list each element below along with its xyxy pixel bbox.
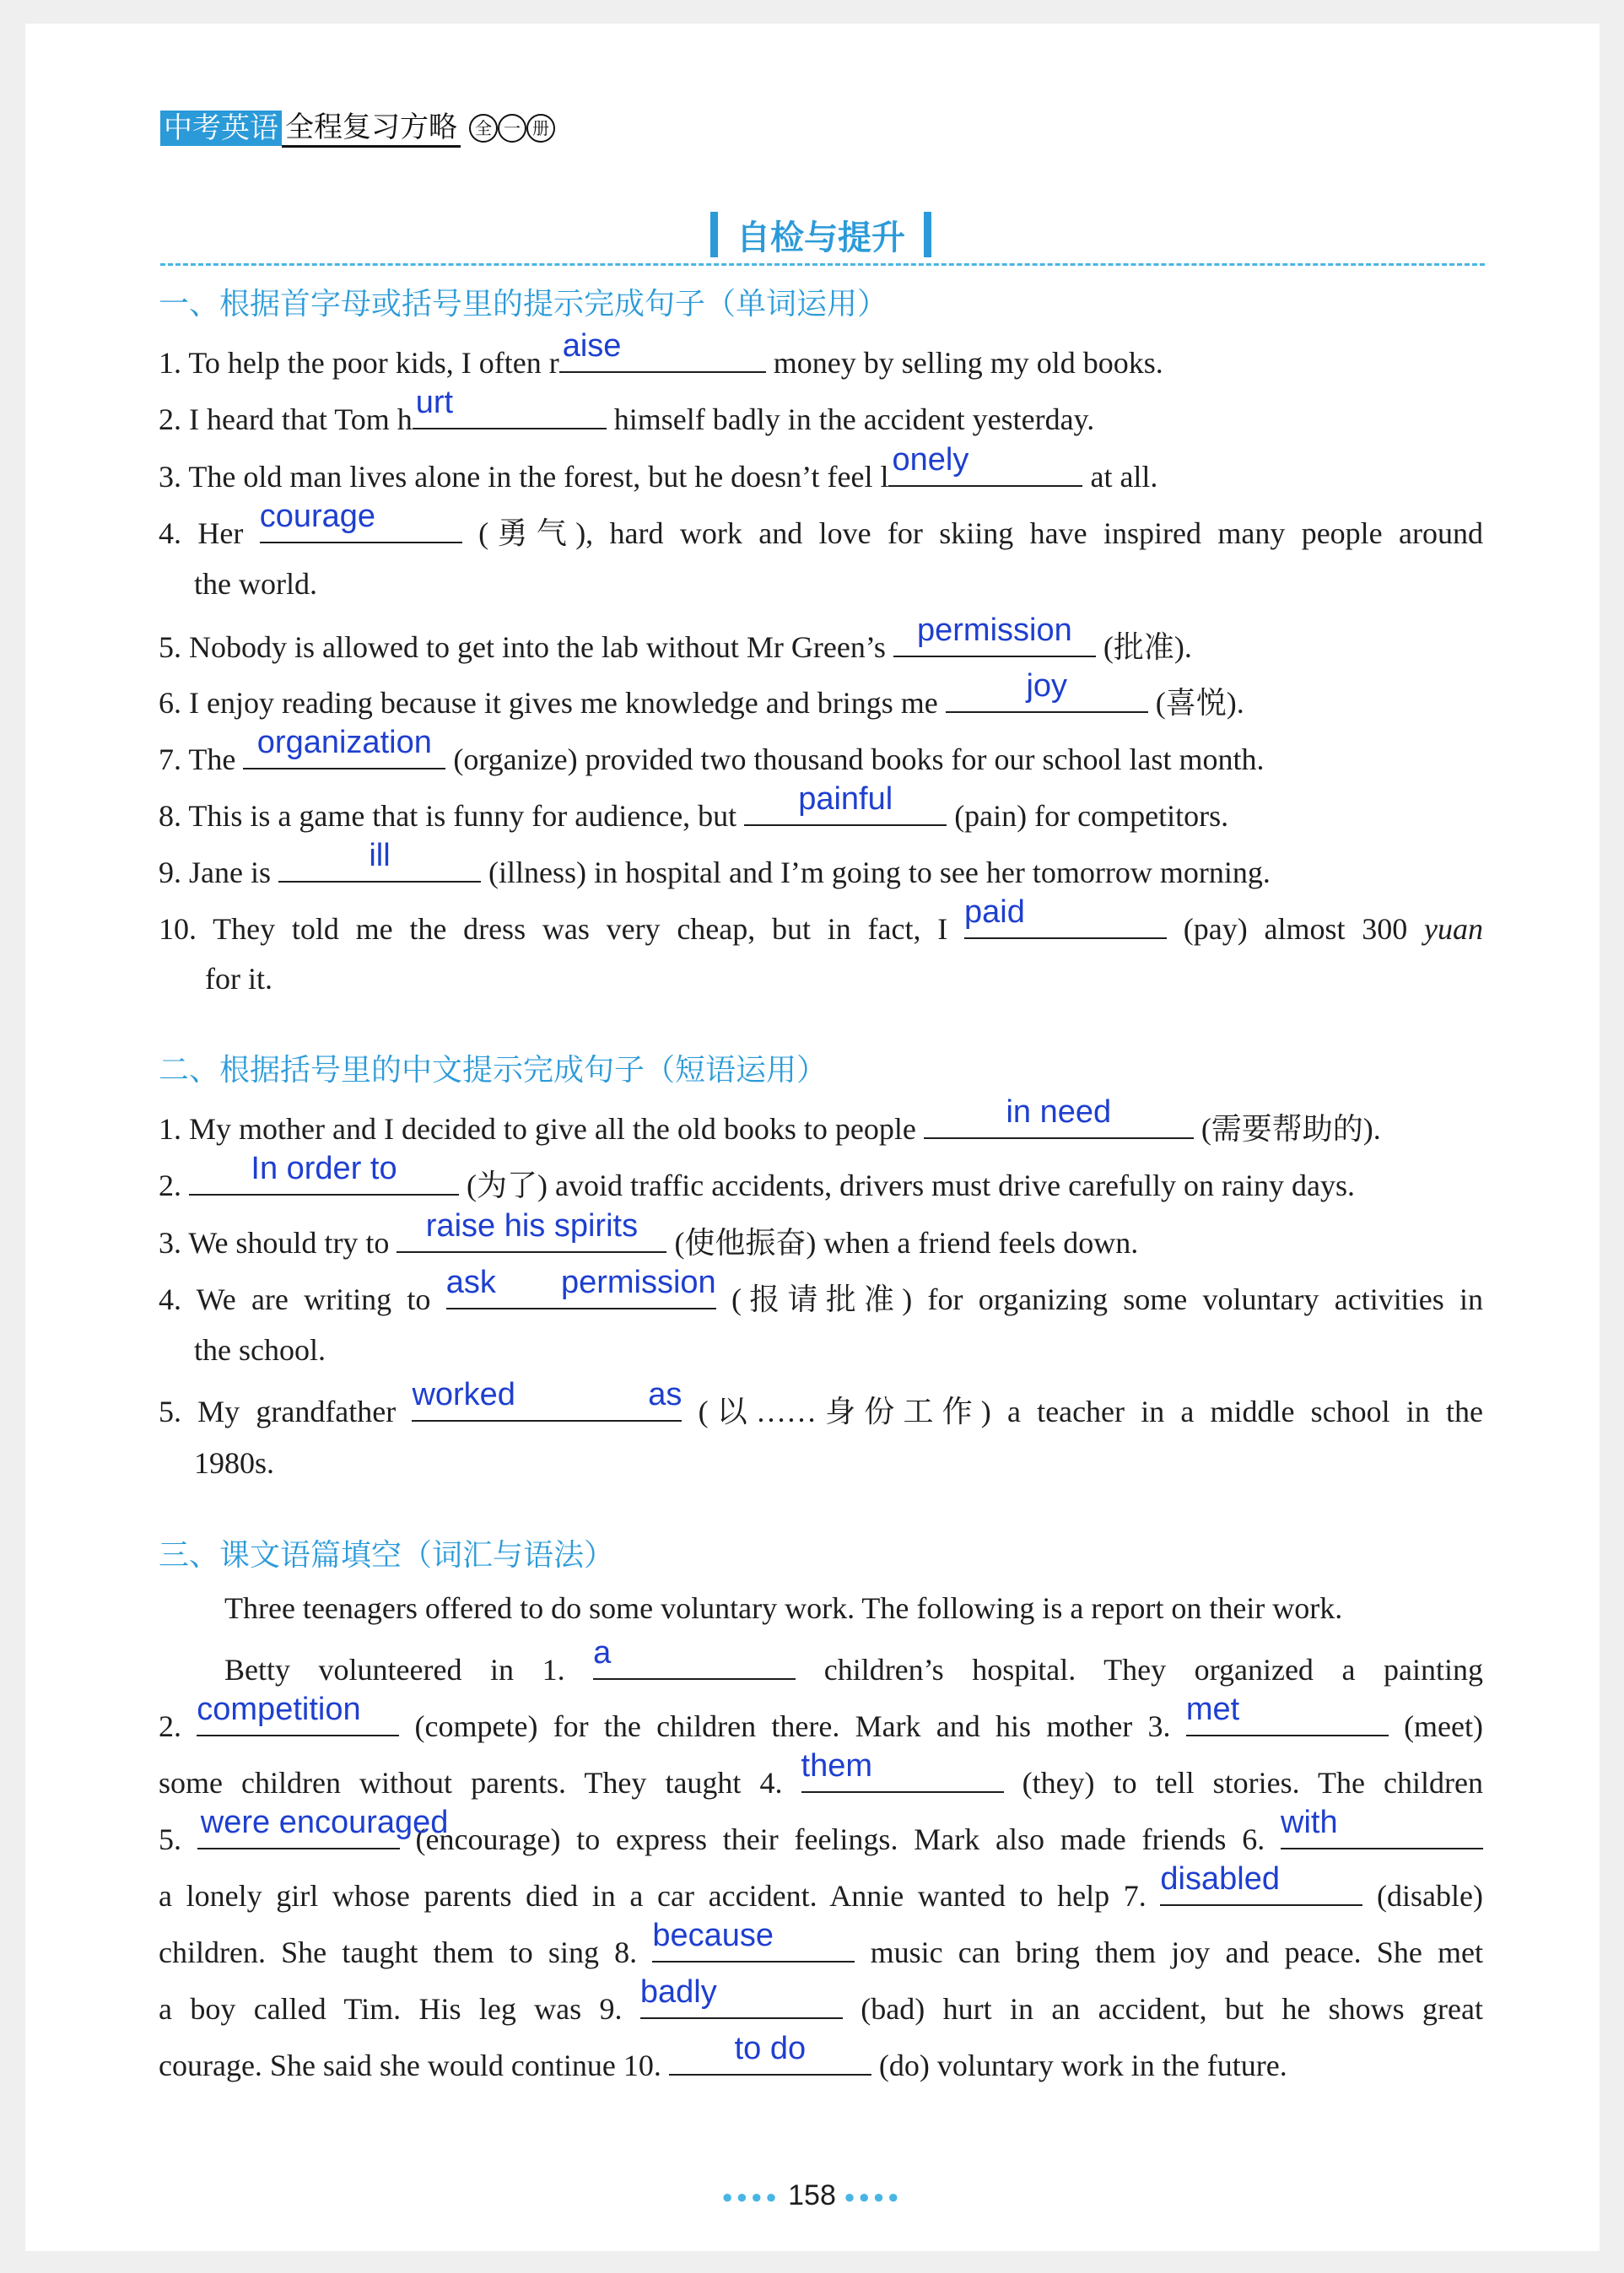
part2-heading: 二、根据括号里的中文提示完成句子（短语运用） (159, 1053, 828, 1088)
dots-left-icon: ●●●● (721, 2186, 780, 2208)
brand-highlight: 中考英语 (160, 111, 282, 146)
brand-title: 全程复习方略 (282, 110, 461, 148)
part1-heading: 一、根据首字母或括号里的提示完成句子（单词运用） (159, 287, 888, 321)
part3-line2: Betty volunteered in 1. a children’s hospital. They organized a painting (224, 1635, 1483, 1687)
part3-line9: courage. She said she would continue 10. to do (do) voluntary work in the future. (159, 2031, 1287, 2082)
answer-blank[interactable]: a (593, 1644, 796, 1680)
part1-q5: 5. Nobody is allowed to get into the lab without Mr Green’s permission (批准). (159, 613, 1192, 664)
part3-line8: a boy called Tim. His leg was 9. badly (bad) hurt in an accident, but he shows great (159, 1974, 1483, 2026)
part1-q4-cont: the world. (194, 567, 317, 601)
answer-blank[interactable]: with (1281, 1814, 1483, 1849)
part1-q4: 4. Her courage (勇气), hard work and love for skiing have inspired many people around (159, 499, 1483, 550)
answer-blank[interactable]: joy (946, 678, 1148, 713)
part2-q5: 5. My grandfather worked as (以……身份工作) a teacher in a middle school in the (159, 1377, 1483, 1428)
part2-q5-cont: 1980s. (194, 1446, 275, 1480)
part1-q2: 2. I heard that Tom h urt himself badly in the accident yesterday. (159, 385, 1095, 436)
answer-blank[interactable]: aise (559, 337, 766, 373)
dots-right-icon: ●●●● (844, 2186, 903, 2208)
part1-q10: 10. They told me the dress was very cheap, but in fact, I paid (pay) almost 300 yuan (159, 894, 1483, 946)
volume-badge: 全 一 册 (469, 114, 555, 143)
answer-blank[interactable]: because (652, 1927, 855, 1963)
part3-line6: a lonely girl whose parents died in a car accident. Annie wanted to help 7. disabled (disable) (159, 1861, 1484, 1913)
part1-q6: 6. I enjoy reading because it gives me knowledge and brings me joy (喜悦). (159, 668, 1244, 720)
part1-q7: 7. The organization (organize) provided two thousand books for our school last month. (159, 725, 1265, 776)
answer-blank[interactable]: permission (893, 622, 1096, 657)
part3-line5: 5. were encouraged (encourage) to express their feelings. Mark also made friends 6. with (159, 1814, 1483, 1860)
part1-q10-cont: for it. (205, 962, 272, 996)
answer-blank[interactable]: them (801, 1757, 1004, 1793)
section-title: 自检与提升 (692, 209, 950, 260)
part2-q1: 1. My mother and I decided to give all the old books to people in need (需要帮助的). (159, 1094, 1381, 1146)
answer-blank[interactable]: ill (278, 847, 481, 883)
part2-q4: 4. We are writing to ask permission (报请批准) for organizing some voluntary activities in (159, 1265, 1484, 1316)
part1-q3: 3. The old man lives alone in the forest, but he doesn’t feel l onely at all. (159, 442, 1158, 494)
part1-q8: 8. This is a game that is funny for audience, but painful (pain) for competitors. (159, 781, 1229, 833)
part2-q2: 2. In order to (为了) avoid traffic accidents, drivers must drive carefully on rainy days. (159, 1151, 1355, 1202)
answer-blank[interactable]: met (1186, 1701, 1389, 1736)
answer-blank[interactable]: In order to (189, 1160, 459, 1196)
page-number: ●●●● 158 ●●●● (721, 2179, 903, 2211)
answer-blank[interactable]: to do (669, 2040, 871, 2076)
section-divider (160, 263, 1485, 266)
answer-blank[interactable]: courage (260, 508, 462, 543)
part3-heading: 三、课文语篇填空（词汇与语法） (159, 1538, 615, 1573)
answer-blank[interactable]: organization (243, 734, 445, 769)
part3-line1: Three teenagers offered to do some voluntary work. The following is a report on their work. (224, 1591, 1343, 1625)
title-bar-left (710, 212, 718, 257)
title-bar-right (924, 212, 931, 257)
answer-blank[interactable]: painful (744, 791, 947, 826)
part2-q4-cont: the school. (194, 1333, 326, 1367)
answer-blank[interactable]: onely (888, 451, 1082, 487)
answer-blank[interactable]: disabled (1160, 1871, 1362, 1906)
answer-blank[interactable]: raise his spirits (397, 1217, 666, 1253)
answer-blank[interactable]: in need (924, 1104, 1194, 1139)
answer-blank[interactable]: were encouraged (197, 1814, 400, 1849)
answer-blank[interactable]: urt (413, 394, 607, 429)
part3-line4: some children without parents. They taught 4. them (they) to tell stories. The children (159, 1748, 1484, 1800)
book-header (160, 110, 555, 147)
part3-line3: 2. competition (compete) for the children there. Mark and his mother 3. met (meet) (159, 1692, 1484, 1743)
answer-blank[interactable]: competition (197, 1701, 399, 1736)
part1-q1: 1. To help the poor kids, I often r aise money by selling my old books. (159, 328, 1163, 380)
answer-blank[interactable]: paid (964, 904, 1167, 939)
part3-line7: children. She taught them to sing 8. because music can bring them joy and peace. She met (159, 1918, 1483, 1969)
answer-blank[interactable]: badly (640, 1984, 843, 2019)
answer-blank[interactable]: worked as (412, 1386, 682, 1422)
part1-q9: 9. Jane is ill (illness) in hospital and I’m going to see her tomorrow morning. (159, 838, 1271, 889)
answer-blank[interactable]: ask permission (446, 1274, 716, 1309)
part2-q3: 3. We should try to raise his spirits (使他振奋) when a friend feels down. (159, 1208, 1139, 1260)
